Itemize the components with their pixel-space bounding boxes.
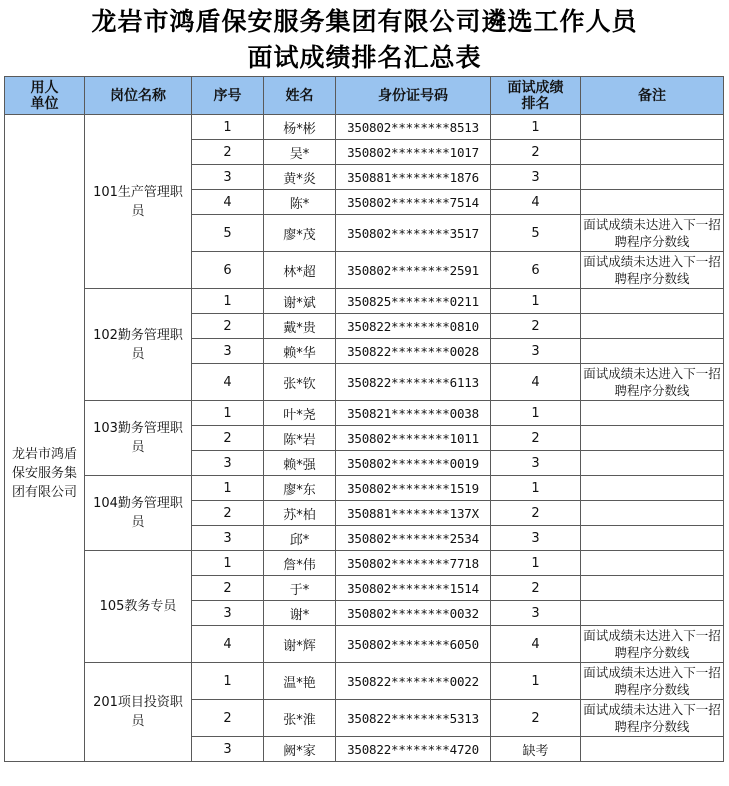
- name-cell: 廖*东: [264, 476, 336, 501]
- rank-cell: 3: [491, 526, 581, 551]
- name-cell: 张*淮: [264, 700, 336, 737]
- note-cell: [581, 426, 724, 451]
- id-number-cell: 350802********1519: [336, 476, 491, 501]
- rank-cell: 2: [491, 700, 581, 737]
- name-cell: 谢*斌: [264, 289, 336, 314]
- rank-cell: 1: [491, 289, 581, 314]
- name-cell: 陈*: [264, 190, 336, 215]
- rank-cell: 2: [491, 426, 581, 451]
- table-row: [5, 663, 724, 700]
- note-cell: 面试成绩未达进入下一招聘程序分数线: [581, 663, 724, 700]
- document-title-line2: 面试成绩排名汇总表: [247, 43, 482, 72]
- id-number-cell: 350802********1514: [336, 576, 491, 601]
- name-cell: 杨*彬: [264, 115, 336, 140]
- rank-cell: 3: [491, 165, 581, 190]
- seq-cell: 1: [192, 476, 264, 501]
- name-cell: 陈*岩: [264, 426, 336, 451]
- table-row: [5, 476, 724, 501]
- name-cell: 苏*柏: [264, 501, 336, 526]
- table-row: [5, 401, 724, 426]
- seq-cell: 2: [192, 314, 264, 339]
- id-number-cell: 350822********4720: [336, 737, 491, 762]
- id-number-cell: 350802********1011: [336, 426, 491, 451]
- table-row: [5, 551, 724, 576]
- employer-unit-cell: 龙岩市鸿盾保安服务集团有限公司: [5, 115, 85, 762]
- id-number-cell: 350822********0028: [336, 339, 491, 364]
- seq-cell: 2: [192, 576, 264, 601]
- rank-cell: 1: [491, 476, 581, 501]
- note-cell: 面试成绩未达进入下一招聘程序分数线: [581, 626, 724, 663]
- id-number-cell: 350822********0810: [336, 314, 491, 339]
- name-cell: 叶*尧: [264, 401, 336, 426]
- note-cell: [581, 551, 724, 576]
- seq-cell: 3: [192, 339, 264, 364]
- note-cell: [581, 501, 724, 526]
- header-seq: 序号: [192, 77, 264, 115]
- note-cell: [581, 451, 724, 476]
- seq-cell: 4: [192, 626, 264, 663]
- seq-cell: 1: [192, 289, 264, 314]
- note-cell: [581, 190, 724, 215]
- seq-cell: 1: [192, 115, 264, 140]
- note-cell: [581, 289, 724, 314]
- position-name-cell: 104勤务管理职员: [85, 476, 192, 551]
- name-cell: 赖*华: [264, 339, 336, 364]
- header-note: 备注: [581, 77, 724, 115]
- header-id: 身份证号码: [336, 77, 491, 115]
- document-title-line1: 龙岩市鸿盾保安服务集团有限公司遴选工作人员: [91, 7, 638, 36]
- name-cell: 廖*茂: [264, 215, 336, 252]
- rank-cell: 6: [491, 252, 581, 289]
- name-cell: 黄*炎: [264, 165, 336, 190]
- name-cell: 阙*家: [264, 737, 336, 762]
- rank-cell: 3: [491, 339, 581, 364]
- name-cell: 吴*: [264, 140, 336, 165]
- name-cell: 谢*辉: [264, 626, 336, 663]
- rank-cell: 缺考: [491, 737, 581, 762]
- id-number-cell: 350822********0022: [336, 663, 491, 700]
- rank-cell: 1: [491, 663, 581, 700]
- id-number-cell: 350822********5313: [336, 700, 491, 737]
- id-number-cell: 350802********6050: [336, 626, 491, 663]
- note-cell: 面试成绩未达进入下一招聘程序分数线: [581, 700, 724, 737]
- rank-cell: 3: [491, 601, 581, 626]
- id-number-cell: 350881********1876: [336, 165, 491, 190]
- rank-cell: 2: [491, 140, 581, 165]
- note-cell: [581, 314, 724, 339]
- seq-cell: 2: [192, 700, 264, 737]
- table-body: [5, 115, 724, 762]
- note-cell: [581, 115, 724, 140]
- name-cell: 邱*: [264, 526, 336, 551]
- name-cell: 林*超: [264, 252, 336, 289]
- id-number-cell: 350802********7718: [336, 551, 491, 576]
- note-cell: 面试成绩未达进入下一招聘程序分数线: [581, 215, 724, 252]
- position-name-cell: 102勤务管理职员: [85, 289, 192, 401]
- note-cell: [581, 576, 724, 601]
- rank-cell: 4: [491, 364, 581, 401]
- rank-cell: 5: [491, 215, 581, 252]
- rank-cell: 1: [491, 115, 581, 140]
- results-table: [4, 76, 724, 762]
- name-cell: 张*钦: [264, 364, 336, 401]
- id-number-cell: 350802********1017: [336, 140, 491, 165]
- header-name: 姓名: [264, 77, 336, 115]
- seq-cell: 2: [192, 426, 264, 451]
- rank-cell: 4: [491, 190, 581, 215]
- seq-cell: 3: [192, 737, 264, 762]
- rank-cell: 2: [491, 314, 581, 339]
- seq-cell: 3: [192, 601, 264, 626]
- header-row: [5, 77, 724, 115]
- position-name-cell: 103勤务管理职员: [85, 401, 192, 476]
- header-rank: 面试成绩排名: [491, 77, 581, 115]
- seq-cell: 3: [192, 165, 264, 190]
- note-cell: [581, 526, 724, 551]
- id-number-cell: 350802********0032: [336, 601, 491, 626]
- note-cell: [581, 401, 724, 426]
- seq-cell: 2: [192, 501, 264, 526]
- position-name-cell: 105教务专员: [85, 551, 192, 663]
- id-number-cell: 350802********2534: [336, 526, 491, 551]
- id-number-cell: 350802********3517: [336, 215, 491, 252]
- seq-cell: 3: [192, 451, 264, 476]
- header-position: 岗位名称: [85, 77, 192, 115]
- header-unit: 用人单位: [5, 77, 85, 115]
- note-cell: [581, 140, 724, 165]
- note-cell: [581, 601, 724, 626]
- seq-cell: 2: [192, 140, 264, 165]
- note-cell: [581, 737, 724, 762]
- name-cell: 谢*: [264, 601, 336, 626]
- seq-cell: 1: [192, 663, 264, 700]
- rank-cell: 2: [491, 576, 581, 601]
- position-name-cell: 101生产管理职员: [85, 115, 192, 289]
- note-cell: [581, 165, 724, 190]
- name-cell: 于*: [264, 576, 336, 601]
- id-number-cell: 350802********7514: [336, 190, 491, 215]
- id-number-cell: 350802********8513: [336, 115, 491, 140]
- seq-cell: 6: [192, 252, 264, 289]
- note-cell: [581, 339, 724, 364]
- id-number-cell: 350881********137X: [336, 501, 491, 526]
- position-name-cell: 201项目投资职员: [85, 663, 192, 762]
- note-cell: 面试成绩未达进入下一招聘程序分数线: [581, 252, 724, 289]
- id-number-cell: 350802********2591: [336, 252, 491, 289]
- id-number-cell: 350822********6113: [336, 364, 491, 401]
- name-cell: 戴*贵: [264, 314, 336, 339]
- note-cell: [581, 476, 724, 501]
- seq-cell: 3: [192, 526, 264, 551]
- rank-cell: 3: [491, 451, 581, 476]
- seq-cell: 5: [192, 215, 264, 252]
- name-cell: 詹*伟: [264, 551, 336, 576]
- rank-cell: 4: [491, 626, 581, 663]
- id-number-cell: 350825********0211: [336, 289, 491, 314]
- table-row: [5, 115, 724, 140]
- seq-cell: 1: [192, 401, 264, 426]
- seq-cell: 1: [192, 551, 264, 576]
- name-cell: 赖*强: [264, 451, 336, 476]
- name-cell: 温*艳: [264, 663, 336, 700]
- rank-cell: 1: [491, 551, 581, 576]
- id-number-cell: 350821********0038: [336, 401, 491, 426]
- rank-cell: 2: [491, 501, 581, 526]
- seq-cell: 4: [192, 364, 264, 401]
- table-row: [5, 289, 724, 314]
- rank-cell: 1: [491, 401, 581, 426]
- seq-cell: 4: [192, 190, 264, 215]
- note-cell: 面试成绩未达进入下一招聘程序分数线: [581, 364, 724, 401]
- id-number-cell: 350802********0019: [336, 451, 491, 476]
